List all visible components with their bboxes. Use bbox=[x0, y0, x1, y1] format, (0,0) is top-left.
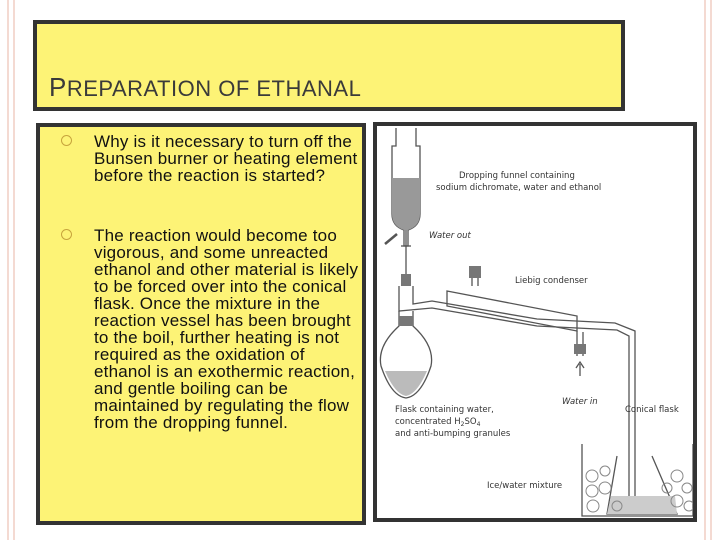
apparatus-drawing bbox=[377, 126, 693, 518]
bullet-answer-text: The reaction would become too vigorous, and some unreacted ethanol and other material is likely to be forced over into the conical flask. Once the mixture in the reaction vessel has been brought to the boil, further heating is not required as the oxidation of ethanol is an exothermic reaction, and gentle boiling can be maintained by regulating the flow from the dropping funnel. bbox=[94, 226, 359, 432]
apparatus-diagram bbox=[373, 122, 697, 522]
bullet-question-text: Why is it necessary to turn off the Bunsen burner or heating element before the reaction is started? bbox=[94, 132, 358, 185]
label-water-in: Water in bbox=[562, 397, 598, 407]
label-flask-3: and anti-bumping granules bbox=[395, 429, 511, 439]
label-flask-1: Flask containing water, bbox=[395, 405, 494, 415]
bullet-question bbox=[94, 133, 360, 184]
label-flask-2: concentrated $H_2SO_4$ bbox=[395, 417, 481, 428]
title-box bbox=[33, 20, 625, 111]
label-dropping-funnel-2: sodium dichromate, water and ethanol bbox=[436, 183, 602, 193]
label-conical-flask: Conical flask bbox=[625, 405, 679, 415]
bullet-circle-icon bbox=[61, 229, 72, 240]
label-liebig-condenser: Liebig condenser bbox=[515, 276, 588, 286]
label-ice-water: Ice/water mixture bbox=[487, 481, 563, 491]
label-dropping-funnel-1: Dropping funnel containing bbox=[459, 171, 575, 181]
content-box bbox=[36, 123, 366, 525]
bullet-answer bbox=[94, 227, 360, 431]
bullet-circle-icon bbox=[61, 135, 72, 146]
slide-title: PREPARATION OF ETHANAL bbox=[49, 72, 362, 102]
label-water-out: Water out bbox=[429, 231, 471, 241]
